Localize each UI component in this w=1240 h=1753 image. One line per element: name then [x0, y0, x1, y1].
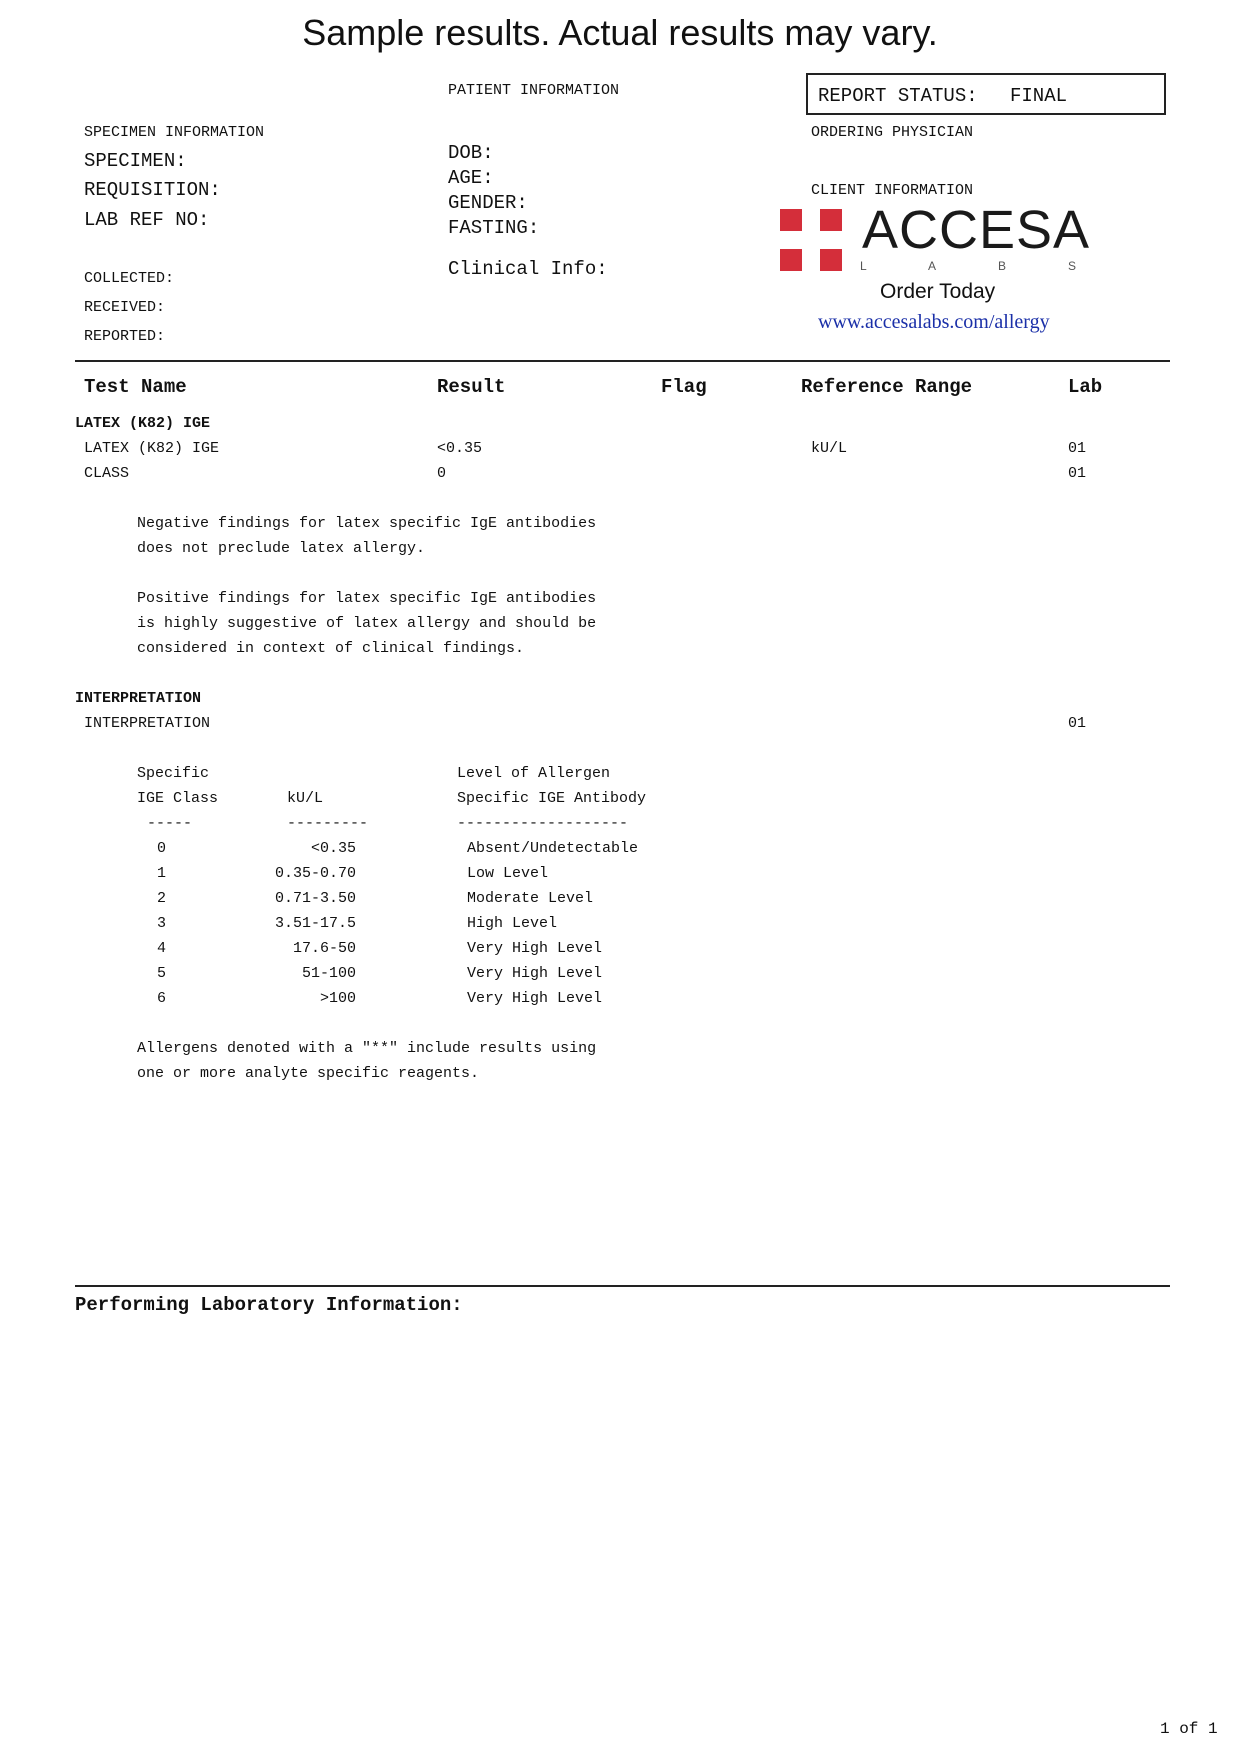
ige-class-cell: 5 [157, 965, 167, 982]
ige-level-cell: Very High Level [467, 965, 603, 982]
latex-note-line: Negative findings for latex specific IgE antibodies [137, 515, 597, 532]
ige-level-cell: Moderate Level [467, 890, 594, 907]
allergen-footnote: Allergens denoted with a "**" include results using [137, 1040, 597, 1057]
report-status-value: FINAL [1010, 85, 1068, 107]
patient-information-label: PATIENT INFORMATION [448, 82, 620, 99]
report-status-label: REPORT STATUS: [818, 85, 978, 107]
received-label: RECEIVED: [84, 299, 166, 316]
ige-level-cell: Very High Level [467, 940, 603, 957]
latex-note-line: does not preclude latex allergy. [137, 540, 426, 557]
collected-label: COLLECTED: [84, 270, 175, 287]
col-flag: Flag [661, 376, 707, 398]
row-lab: 01 [1068, 465, 1087, 482]
row-result: 0 [437, 465, 447, 482]
ige-table-header: Level of Allergen [457, 765, 611, 782]
logo-square [780, 249, 802, 271]
ige-range-cell: 0.35-0.70 [274, 865, 356, 882]
order-url-link[interactable]: www.accesalabs.com/allergy [818, 311, 1050, 333]
col-reference-range: Reference Range [801, 376, 973, 398]
specimen-information-label: SPECIMEN INFORMATION [84, 124, 265, 141]
requisition-label: REQUISITION: [84, 179, 221, 201]
ige-class-cell: 6 [157, 990, 167, 1007]
client-information-label: CLIENT INFORMATION [811, 182, 974, 199]
ige-range-cell: <0.35 [310, 840, 356, 857]
ige-level-cell: Low Level [467, 865, 549, 882]
ige-table-header: kU/L [287, 790, 324, 807]
fasting-label: FASTING: [448, 217, 540, 239]
age-label: AGE: [448, 167, 494, 189]
logo-letter: B [998, 259, 1007, 273]
ige-range-cell: 3.51-17.5 [274, 915, 356, 932]
ige-table-rule: --------- [287, 815, 369, 832]
reported-label: REPORTED: [84, 328, 166, 345]
logo-letter: A [928, 259, 937, 273]
ige-class-cell: 0 [157, 840, 167, 857]
latex-section-heading: LATEX (K82) IGE [75, 415, 211, 432]
logo-letter: S [1068, 259, 1077, 273]
ige-range-cell: 0.71-3.50 [274, 890, 356, 907]
latex-note-line: considered in context of clinical findings. [137, 640, 525, 657]
ige-class-cell: 4 [157, 940, 167, 957]
latex-note-line: Positive findings for latex specific IgE antibodies [137, 590, 597, 607]
ige-range-cell: 17.6-50 [292, 940, 356, 957]
logo-square [820, 209, 842, 231]
col-lab: Lab [1068, 376, 1103, 398]
header-divider [75, 360, 1170, 362]
logo-letter: L [860, 259, 867, 273]
row-test-name: LATEX (K82) IGE [84, 440, 220, 457]
latex-note-line: is highly suggestive of latex allergy and should be [137, 615, 597, 632]
footer-divider [75, 1285, 1170, 1287]
ige-range-cell: 51-100 [301, 965, 356, 982]
sample-disclaimer: Sample results. Actual results may vary. [302, 12, 938, 53]
interpretation-row-name: INTERPRETATION [84, 715, 211, 732]
gender-label: GENDER: [448, 192, 528, 214]
ige-table-rule: ------------------- [457, 815, 629, 832]
ige-table-header: Specific [137, 765, 210, 782]
row-test-name: CLASS [84, 465, 130, 482]
ige-level-cell: High Level [467, 915, 558, 932]
row-reference: kU/L [811, 440, 848, 457]
ige-table-header: Specific IGE Antibody [457, 790, 647, 807]
interpretation-heading: INTERPRETATION [75, 690, 202, 707]
ige-class-cell: 2 [157, 890, 167, 907]
accesa-labs-logo[interactable] [780, 200, 1100, 335]
logo-square [820, 249, 842, 271]
order-today-text: Order Today [880, 280, 996, 303]
logo-square [780, 209, 802, 231]
lab-ref-label: LAB REF NO: [84, 209, 210, 231]
ige-range-cell: >100 [319, 990, 356, 1007]
clinical-info-label: Clinical Info: [448, 258, 608, 280]
ige-table-header: IGE Class [137, 790, 219, 807]
row-lab: 01 [1068, 440, 1087, 457]
ige-table-rule: ----- [147, 815, 193, 832]
page-number: 1 of 1 [1160, 1720, 1218, 1738]
performing-lab-label: Performing Laboratory Information: [75, 1294, 463, 1316]
ige-level-cell: Absent/Undetectable [467, 840, 639, 857]
row-result: <0.35 [437, 440, 483, 457]
logo-wordmark: ACCESA [862, 200, 1091, 260]
report-status-box [806, 73, 1166, 115]
ige-class-cell: 1 [157, 865, 167, 882]
ordering-physician-label: ORDERING PHYSICIAN [811, 124, 974, 141]
allergen-footnote: one or more analyte specific reagents. [137, 1065, 480, 1082]
specimen-label: SPECIMEN: [84, 150, 187, 172]
dob-label: DOB: [448, 142, 494, 164]
col-result: Result [437, 376, 506, 398]
ige-level-cell: Very High Level [467, 990, 603, 1007]
ige-class-cell: 3 [157, 915, 167, 932]
interpretation-row-lab: 01 [1068, 715, 1087, 732]
col-test-name: Test Name [84, 376, 187, 398]
